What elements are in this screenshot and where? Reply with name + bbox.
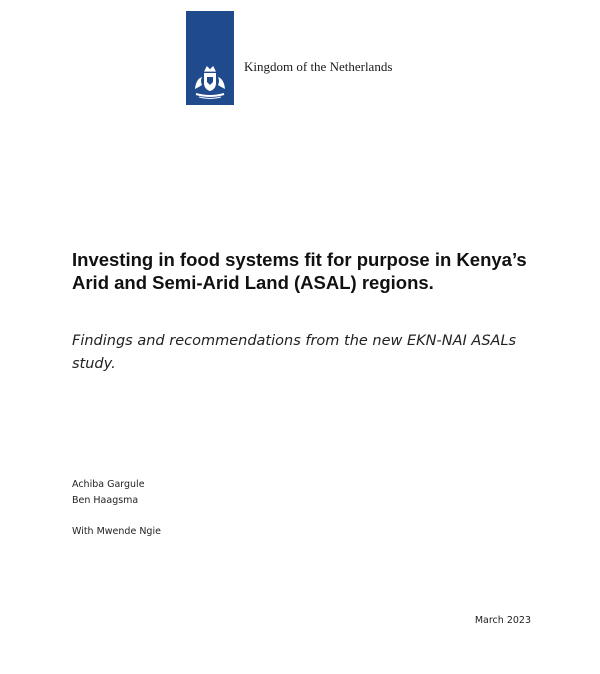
document-title: Investing in food systems fit for purpose in Kenya’s Arid and Semi-Arid Land (ASAL) regions. — [72, 249, 527, 293]
organization-name: Kingdom of the Netherlands — [244, 59, 393, 74]
publication-date: March 2023 — [474, 615, 531, 626]
author-name: Achiba Gargule — [72, 479, 145, 490]
logo-band — [186, 11, 234, 105]
royal-coat-of-arms-icon — [190, 63, 230, 103]
author-list — [72, 477, 145, 509]
author-name: Ben Haagsma — [72, 495, 139, 506]
contributor-credit: With Mwende Ngie — [72, 526, 161, 537]
document-subtitle: Findings and recommendations from the new EKN-NAI ASALs study. — [72, 333, 517, 372]
